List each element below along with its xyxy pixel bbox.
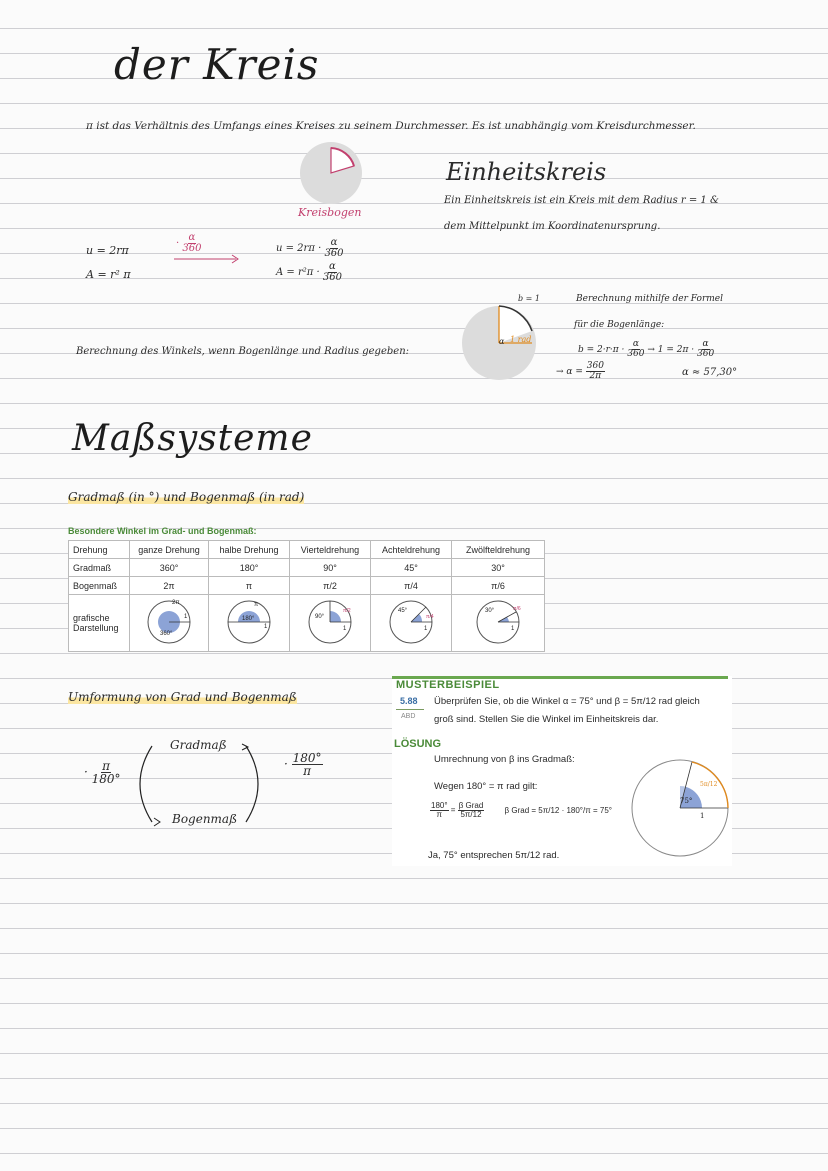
calc-line2-den: 2π bbox=[589, 371, 602, 381]
u-arc-num: α bbox=[330, 237, 338, 248]
arrow-up-head bbox=[242, 744, 248, 750]
eq-mid-den: 5π/12 bbox=[460, 810, 482, 819]
calc-line1-den2: 360 bbox=[697, 349, 715, 359]
alpha-label: α bbox=[499, 337, 505, 346]
loesung-label: LÖSUNG bbox=[394, 738, 442, 750]
table-graf-cell bbox=[209, 595, 290, 652]
formula-a: A = r² π bbox=[86, 268, 131, 281]
umformung-title: Umformung von Grad und Bogenmaß bbox=[68, 690, 297, 704]
winkel-text: Berechnung des Winkels, wenn Bogenlänge und Radius gegeben: bbox=[76, 346, 410, 357]
table-cell: 90° bbox=[290, 559, 371, 577]
right-den: π bbox=[303, 764, 312, 778]
right-fraction bbox=[292, 752, 323, 777]
example-abd: ABD bbox=[401, 713, 416, 720]
formula-u-arc bbox=[276, 238, 344, 259]
arrow-right-icon bbox=[172, 254, 242, 264]
table-row-label bbox=[69, 595, 130, 652]
eq-left-num: 180° bbox=[431, 801, 448, 810]
arrow-fraction bbox=[182, 233, 201, 254]
unit-circle-one-label: 1 bbox=[700, 812, 705, 820]
calc-line1-prefix: b = 2·r·π · bbox=[578, 345, 625, 355]
table-cell: π bbox=[209, 577, 290, 595]
eq-equals: = bbox=[450, 805, 456, 815]
table-header-cell: ganze Drehung bbox=[130, 541, 209, 559]
graf-one-label: 1 bbox=[184, 614, 188, 620]
b-label: b = 1 bbox=[518, 294, 540, 303]
table-row-grafik bbox=[69, 595, 545, 652]
sector-illustration bbox=[298, 140, 364, 206]
graf-pi-label: π bbox=[254, 602, 259, 608]
special-angles-table bbox=[68, 540, 545, 652]
angle-45-diagram bbox=[380, 598, 442, 646]
table-cell: 30° bbox=[452, 559, 545, 577]
a-arc-num: α bbox=[329, 261, 336, 272]
example-task-line1: Überprüfen Sie, ob die Winkel α = 75° und β = 5π/12 rad gleich bbox=[434, 696, 700, 707]
eq-left-den: π bbox=[436, 810, 443, 819]
calc-line1-num: α bbox=[632, 339, 639, 349]
solution-step2: Wegen 180° = π rad gilt: bbox=[434, 781, 538, 792]
section-title-masssysteme: Maßsysteme bbox=[72, 418, 313, 459]
left-dot: · bbox=[84, 765, 88, 779]
table-header-row bbox=[69, 541, 545, 559]
table-cell: 360° bbox=[130, 559, 209, 577]
table-row-grad bbox=[69, 559, 545, 577]
graf-45-label: 45° bbox=[398, 608, 408, 614]
einheitskreis-line2: dem Mittelpunkt im Koordinatenursprung. bbox=[444, 221, 661, 232]
angle-360-diagram bbox=[138, 598, 200, 646]
rad-label: 1 rad bbox=[510, 335, 532, 344]
table-cell: π/2 bbox=[290, 577, 371, 595]
graf-90-label: 90° bbox=[315, 614, 325, 620]
example-unit-circle bbox=[628, 756, 732, 860]
table-row-label: Bogenmaß bbox=[69, 577, 130, 595]
graf-pi4-label: π/4 bbox=[426, 614, 434, 620]
formula-a-arc-prefix: A = r²π · bbox=[276, 267, 320, 278]
right-factor bbox=[284, 752, 323, 777]
calc-result: α ≈ 57,30° bbox=[682, 367, 738, 378]
calc-line1-frac bbox=[627, 340, 644, 359]
einheitskreis-line1: Ein Einheitskreis ist ein Kreis mit dem Radius r = 1 & bbox=[444, 195, 719, 206]
table-caption: Besondere Winkel im Grad- und Bogenmaß: bbox=[68, 526, 257, 536]
graf-360-label: 360° bbox=[160, 631, 173, 637]
table-row-bogen bbox=[69, 577, 545, 595]
calc-line2-prefix: → α = bbox=[556, 367, 583, 377]
calc-line2-num: 360 bbox=[586, 361, 604, 371]
arrow-num: α bbox=[188, 232, 196, 243]
pi-definition: π ist das Verhältnis des Umfangs eines Kreises zu seinem Durchmesser. Es ist unabhängig vom Kreisdurchmesser. bbox=[86, 120, 696, 132]
eq-mid-frac bbox=[458, 802, 485, 819]
arrow-down-head bbox=[154, 818, 160, 826]
left-num: π bbox=[102, 759, 111, 773]
graf-label-1: grafische bbox=[73, 613, 110, 623]
calc-line2 bbox=[556, 362, 605, 381]
example-number-underline bbox=[396, 709, 424, 710]
table-header-cell: halbe Drehung bbox=[209, 541, 290, 559]
formula-a-arc-frac bbox=[323, 262, 342, 283]
table-graf-cell bbox=[371, 595, 452, 652]
table-cell: 180° bbox=[209, 559, 290, 577]
graf-one-label: 1 bbox=[424, 626, 428, 632]
arrow-factor bbox=[176, 233, 201, 254]
a-arc-den: 360 bbox=[322, 272, 342, 283]
table-cell: π/4 bbox=[371, 577, 452, 595]
right-num: 180° bbox=[292, 751, 322, 765]
u-arc-den: 360 bbox=[324, 248, 344, 259]
angle-180-diagram bbox=[218, 598, 280, 646]
kreisbogen-label: Kreisbogen bbox=[298, 206, 362, 219]
table-header-cell: Drehung bbox=[69, 541, 130, 559]
formula-a-arc bbox=[276, 262, 342, 283]
unit-circle-angle-label: 75° bbox=[680, 797, 693, 805]
right-dot: · bbox=[284, 757, 288, 771]
graf-label-2: Darstellung bbox=[73, 623, 119, 633]
calc-title1: Berechnung mithilfe der Formel bbox=[576, 294, 723, 304]
example-task-line2: groß sind. Stellen Sie die Winkel im Einheitskreis dar. bbox=[434, 714, 659, 725]
left-paren bbox=[140, 746, 152, 822]
left-factor bbox=[84, 760, 121, 785]
table-cell: 45° bbox=[371, 559, 452, 577]
graf-180-label: 180° bbox=[242, 616, 255, 622]
formula-u: u = 2rπ bbox=[86, 244, 129, 257]
graf-one-label: 1 bbox=[343, 626, 347, 632]
angle-90-diagram bbox=[299, 598, 361, 646]
solution-step1: Umrechnung von β ins Gradmaß: bbox=[434, 754, 575, 765]
graf-pi2-label: π/2 bbox=[343, 608, 351, 614]
left-den: 180° bbox=[91, 772, 121, 786]
arrow-dot: · bbox=[176, 238, 180, 249]
unit-circle-frac-label: 5π/12 bbox=[700, 781, 718, 788]
formula-u-arc-prefix: u = 2rπ · bbox=[276, 243, 322, 254]
calc-title2: für die Bogenlänge: bbox=[574, 320, 665, 330]
bogenmass-label: Bogenmaß bbox=[172, 812, 238, 826]
calc-line1 bbox=[578, 340, 714, 359]
graf-one-label: 1 bbox=[511, 626, 515, 632]
left-fraction bbox=[92, 760, 121, 785]
calc-line1-frac2 bbox=[697, 340, 714, 359]
graf-pi6-label: π/6 bbox=[513, 606, 521, 612]
solution-equation bbox=[430, 802, 612, 819]
table-row-label: Gradmaß bbox=[69, 559, 130, 577]
gradmass-label: Gradmaß bbox=[170, 738, 227, 752]
eq-left-frac bbox=[430, 802, 449, 819]
table-graf-cell bbox=[452, 595, 545, 652]
table-cell: π/6 bbox=[452, 577, 545, 595]
example-tag: MUSTERBEISPIEL bbox=[396, 679, 500, 691]
right-paren bbox=[246, 746, 258, 822]
gradmass-line: Gradmaß (in °) und Bogenmaß (in rad) bbox=[68, 490, 305, 504]
graf-30-label: 30° bbox=[485, 608, 495, 614]
calc-line1-mid: → 1 = 2π · bbox=[647, 345, 695, 355]
table-graf-cell bbox=[290, 595, 371, 652]
solution-conclusion: Ja, 75° entsprechen 5π/12 rad. bbox=[428, 850, 560, 861]
table-header-cell: Vierteldrehung bbox=[290, 541, 371, 559]
arrow-den: 360 bbox=[182, 243, 202, 254]
formula-u-arc-frac bbox=[324, 238, 343, 259]
eq-right: β Grad = 5π/12 · 180°/π = 75° bbox=[504, 805, 612, 815]
calc-line1-num2: α bbox=[702, 339, 709, 349]
eq-mid-num: β Grad bbox=[458, 801, 484, 810]
angle-30-diagram bbox=[467, 598, 529, 646]
graf-one-label: 1 bbox=[264, 624, 268, 630]
table-cell: 2π bbox=[130, 577, 209, 595]
table-graf-cell bbox=[130, 595, 209, 652]
calc-line1-den: 360 bbox=[627, 349, 645, 359]
table-header-cell: Achteldrehung bbox=[371, 541, 452, 559]
calc-line2-frac bbox=[586, 362, 605, 381]
table-header-cell: Zwölfteldrehung bbox=[452, 541, 545, 559]
example-number: 5.88 bbox=[400, 696, 418, 706]
einheitskreis-title: Einheitskreis bbox=[446, 158, 607, 186]
graf-2pi-label: 2π bbox=[172, 600, 180, 606]
page-title: der Kreis bbox=[114, 40, 320, 89]
